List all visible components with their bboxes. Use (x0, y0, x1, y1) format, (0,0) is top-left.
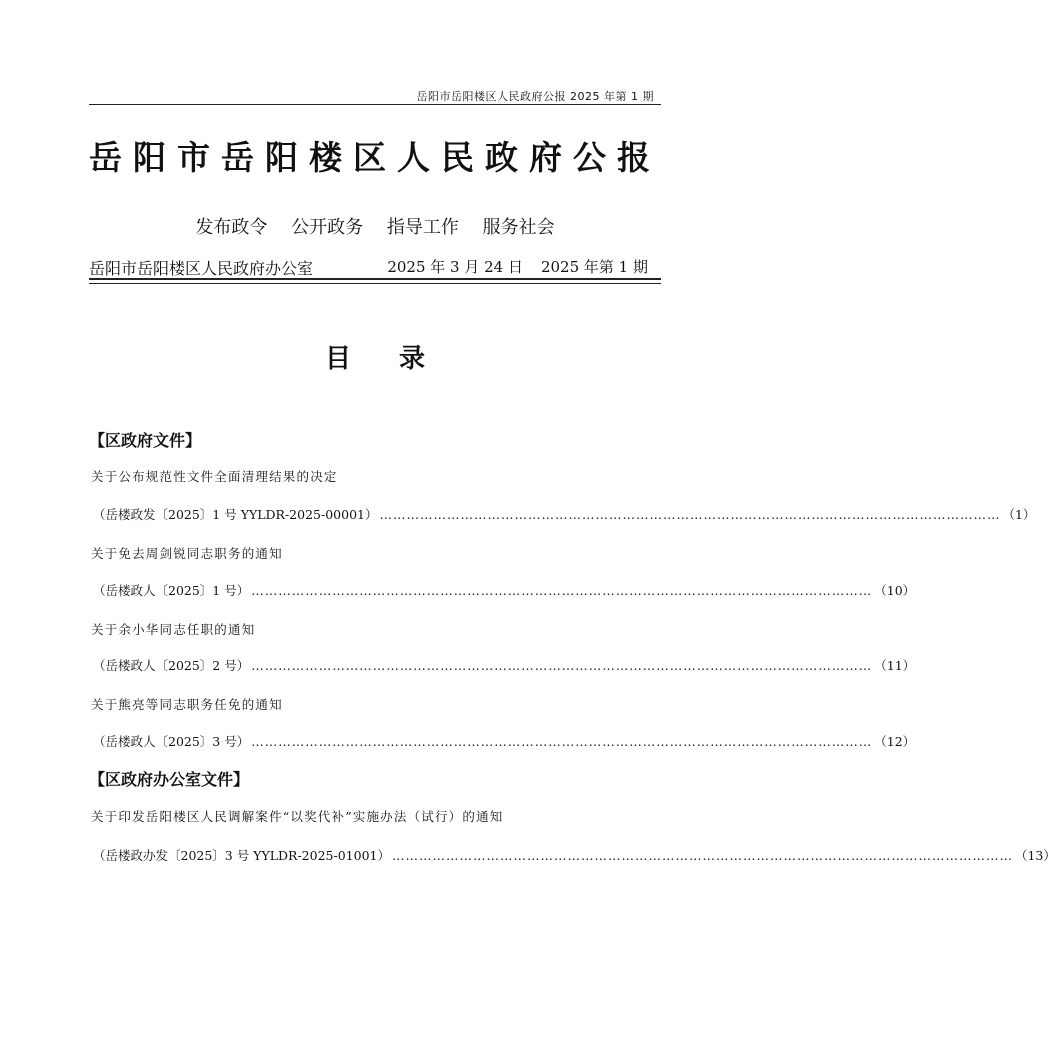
date-issue-line (369, 256, 648, 277)
toc-item-title[interactable]: 关于余小华同志任职的通知 (91, 622, 256, 637)
toc-item-ref-line[interactable] (93, 732, 916, 750)
toc-item-ref-line[interactable] (93, 846, 1056, 864)
toc-item-page: （12） (874, 734, 916, 749)
toc-item-ref-line[interactable] (93, 581, 916, 599)
issue-number: 2025 年第 1 期 (540, 258, 648, 276)
masthead-rule-thick (89, 278, 661, 280)
toc-item-page: （10） (874, 583, 916, 598)
dot-leader: ………………………………………………………………………………………………………………………… (251, 658, 873, 673)
toc-item-title[interactable]: 关于熊亮等同志职务任免的通知 (91, 697, 283, 712)
masthead-rule-thin (89, 283, 661, 284)
toc-item-page: （13） (1014, 848, 1056, 863)
toc-item-ref-line[interactable] (93, 656, 916, 674)
toc-title: 目录 (324, 344, 473, 374)
toc-item-page: （1） (1002, 507, 1036, 522)
issue-date: 2025 年 3 月 24 日 (387, 258, 523, 276)
toc-item-ref-line[interactable] (93, 505, 1036, 523)
section-heading-district-gov: 【区政府文件】 (89, 431, 202, 450)
dot-leader: ………………………………………………………………………………………………………………………… (251, 583, 873, 598)
toc-item-ref: （岳楼政人〔2025〕3 号） (93, 734, 250, 749)
dot-leader: ………………………………………………………………………………………………………………………… (379, 507, 1001, 522)
toc-item-ref: （岳楼政人〔2025〕2 号） (93, 658, 250, 673)
section-heading-district-gov-office: 【区政府办公室文件】 (89, 770, 250, 789)
toc-item-title[interactable]: 关于免去周剑锐同志职务的通知 (91, 546, 283, 561)
toc-item-ref: （岳楼政办发〔2025〕3 号 YYLDR-2025-01001） (93, 848, 390, 863)
toc-item-title[interactable]: 关于公布规范性文件全面清理结果的决定 (91, 469, 338, 484)
toc-item-title[interactable]: 关于印发岳阳楼区人民调解案件“以奖代补”实施办法（试行）的通知 (91, 809, 504, 824)
masthead-slogan: 发布政令 公开政务 指导工作 服务社会 (195, 217, 555, 238)
masthead-title: 岳阳市岳阳楼区人民政府公报 (89, 138, 661, 177)
toc-item-ref: （岳楼政发〔2025〕1 号 YYLDR-2025-00001） (93, 507, 378, 522)
top-rule (89, 104, 661, 105)
toc-item-page: （11） (874, 658, 916, 673)
toc-item-ref: （岳楼政人〔2025〕1 号） (93, 583, 250, 598)
dot-leader: ………………………………………………………………………………………………………………………… (391, 848, 1013, 863)
issuer: 岳阳市岳阳楼区人民政府办公室 (89, 259, 314, 278)
running-head: 岳阳市岳阳楼区人民政府公报 2025 年第 1 期 (416, 90, 654, 103)
dot-leader: ………………………………………………………………………………………………………………………… (251, 734, 873, 749)
